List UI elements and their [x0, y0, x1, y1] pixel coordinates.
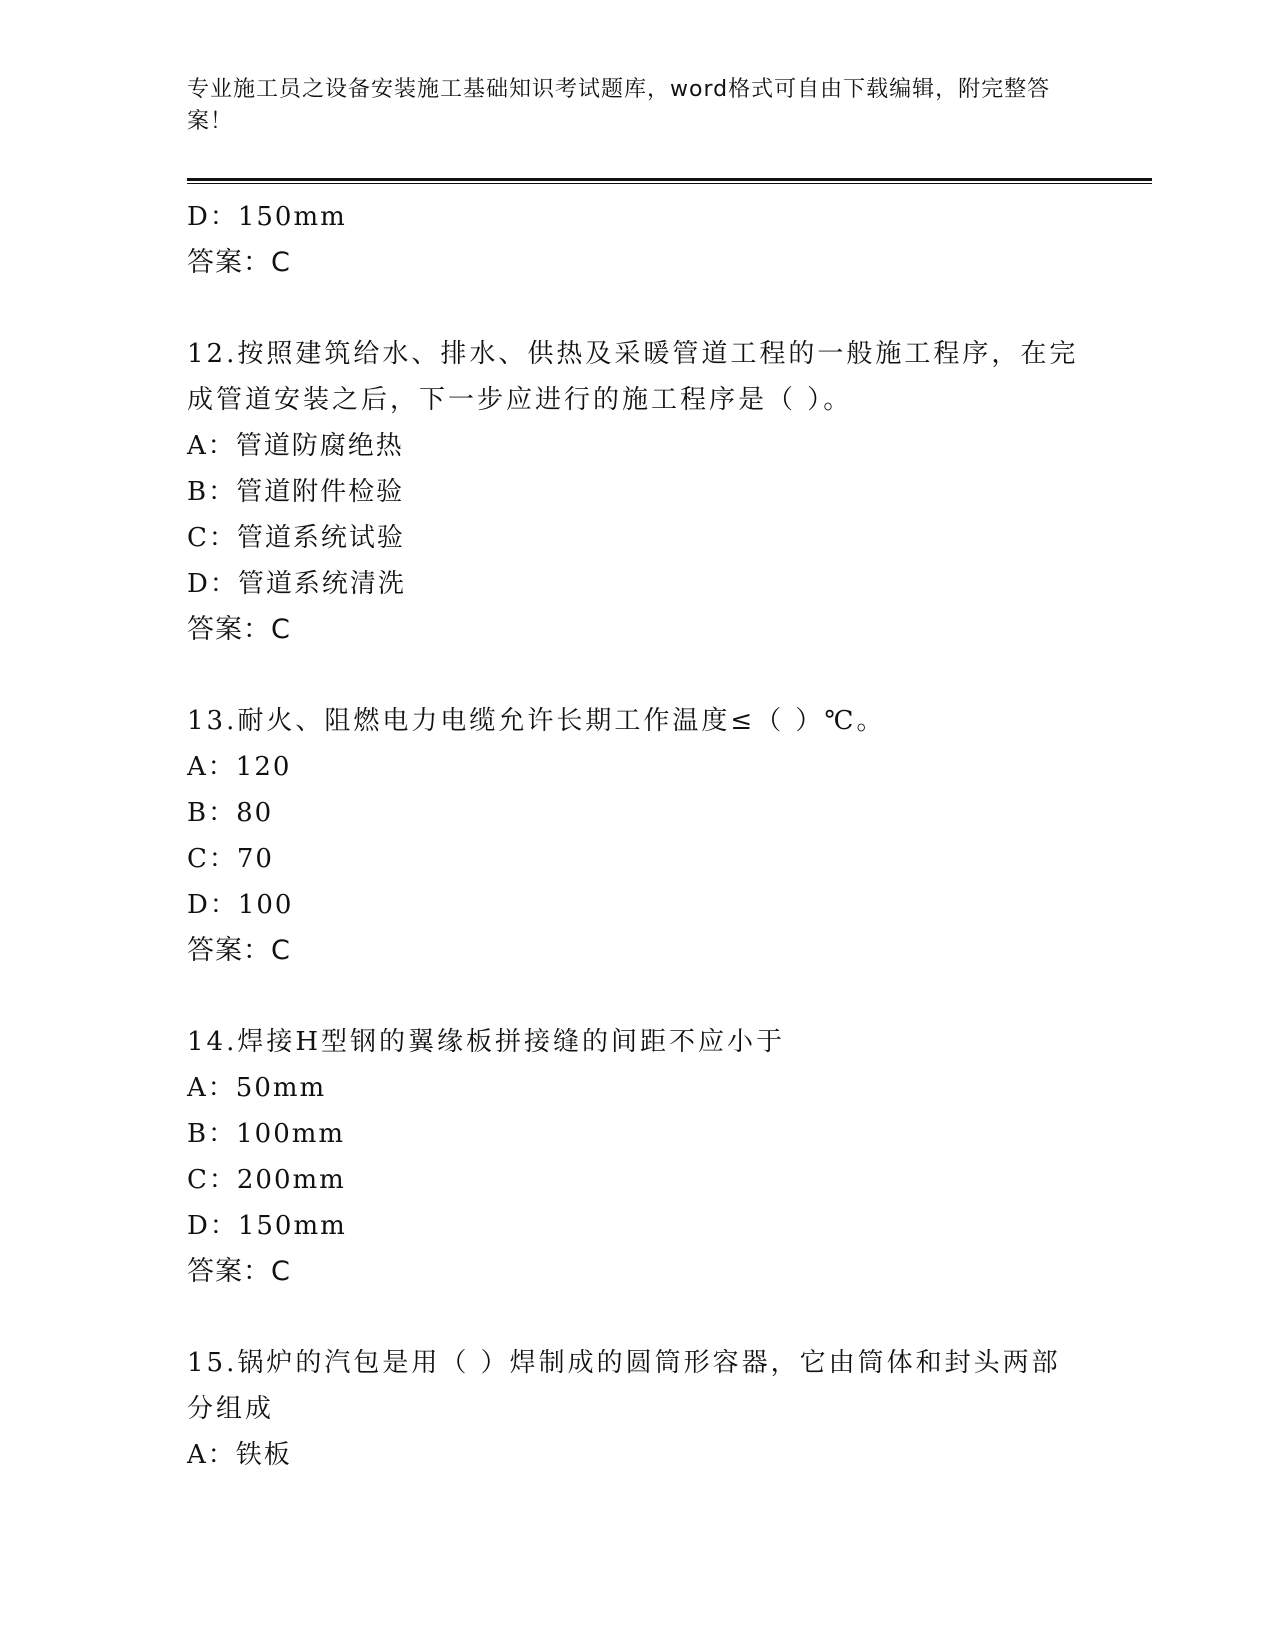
question-12	[187, 331, 1087, 653]
option-b: B：100mm	[187, 1119, 346, 1149]
answer-line: 答案：C	[187, 1256, 291, 1287]
option-a: A：50mm	[187, 1073, 327, 1103]
option-a: A：管道防腐绝热	[187, 431, 404, 461]
spacer	[187, 974, 1087, 1019]
answer-line: 答案：C	[187, 935, 291, 966]
option-a: A：铁板	[187, 1440, 292, 1470]
option-c: C：70	[187, 844, 274, 874]
question-stem: 14.焊接H型钢的翼缘板拼接缝的间距不应小于	[187, 1027, 786, 1057]
question-14	[187, 1019, 1087, 1295]
option-d: D：管道系统清洗	[187, 569, 406, 599]
option-b: B：80	[187, 798, 274, 828]
question-13	[187, 698, 1087, 974]
document-header: 专业施工员之设备安装施工基础知识考试题库，word格式可自由下载编辑，附完整答案！	[187, 77, 1051, 134]
question-stem: 13.耐火、阻燃电力电缆允许长期工作温度≤（ ）℃。	[187, 706, 886, 736]
question-stem: 12.按照建筑给水、排水、供热及采暖管道工程的一般施工程序，在完	[187, 339, 1079, 369]
header-rule-thin	[187, 183, 1152, 184]
question-stem-continued: 分组成	[187, 1394, 275, 1424]
question-15	[187, 1340, 1087, 1478]
option-d: D：150mm	[187, 1211, 347, 1241]
answer-line: 答案：C	[187, 247, 291, 278]
option-c: C：管道系统试验	[187, 523, 405, 553]
question-stem: 15.锅炉的汽包是用（ ）焊制成的圆筒形容器，它由筒体和封头两部	[187, 1348, 1061, 1378]
option-d: D：150mm	[187, 202, 347, 232]
option-b: B：管道附件检验	[187, 477, 405, 507]
header-rule-thick	[187, 178, 1152, 181]
option-c: C：200mm	[187, 1165, 346, 1195]
question-content	[187, 194, 1087, 1478]
spacer	[187, 653, 1087, 698]
question-stem-continued: 成管道安装之后，下一步应进行的施工程序是（ ）。	[187, 385, 853, 415]
spacer	[187, 1295, 1087, 1340]
answer-line: 答案：C	[187, 614, 291, 645]
option-d: D：100	[187, 890, 294, 920]
spacer	[187, 286, 1087, 331]
option-a: A：120	[187, 752, 292, 782]
